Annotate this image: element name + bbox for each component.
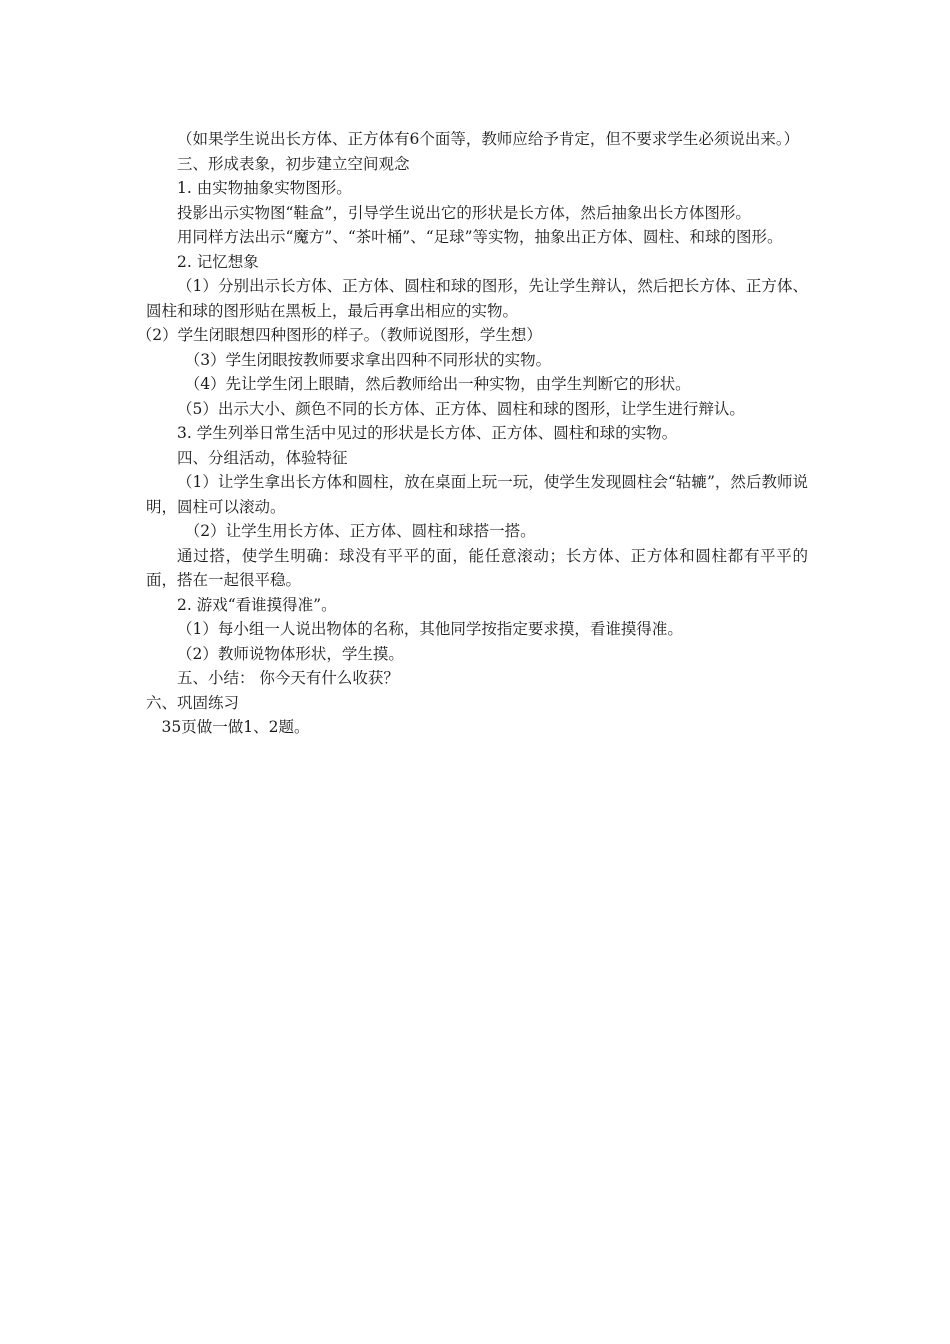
exercise-note: 35页做一做1、2题。 bbox=[161, 718, 310, 736]
subheading-1: 1. 由实物抽象实物图形。 bbox=[177, 179, 352, 197]
subheading-3: 3. 学生列举日常生活中见过的形状是长方体、正方体、圆柱和球的实物。 bbox=[177, 424, 678, 442]
subheading-game: 2. 游戏“看谁摸得准”。 bbox=[177, 595, 337, 614]
activity-item-1: （1）让学生拿出长方体和圆柱，放在桌面上玩一玩，使学生发现圆柱会“轱辘”，然后教师说明，圆柱可以滚动。 bbox=[146, 473, 808, 516]
list-item-3: （3）学生闭眼按教师要求拿出四种不同形状的实物。 bbox=[184, 350, 552, 369]
paragraph-stacking: 通过搭，使学生明确：球没有平平的面，能任意滚动；长方体、正方体和圆柱都有平平的面，搭在一起很平稳。 bbox=[146, 546, 808, 589]
heading-section-4: 四、分组活动，体验特征 bbox=[177, 448, 348, 467]
list-item-1: （1）分别出示长方体、正方体、圆柱和球的图形，先让学生辩认，然后把长方体、正方体、圆柱和球的图形贴在黑板上，最后再拿出相应的实物。 bbox=[146, 277, 808, 320]
game-item-2: （2）教师说物体形状，学生摸。 bbox=[177, 644, 404, 663]
subheading-2: 2. 记忆想象 bbox=[177, 252, 259, 271]
heading-section-3: 三、形成表象，初步建立空间观念 bbox=[177, 154, 410, 173]
paragraph-same-method: 用同样方法出示“魔方”、“茶叶桶”、“足球”等实物，抽象出正方体、圆柱、和球的图形。 bbox=[177, 228, 783, 246]
list-item-5: （5）出示大小、颜色不同的长方体、正方体、圆柱和球的图形，让学生进行辩认。 bbox=[177, 399, 745, 418]
list-item-4: （4）先让学生闭上眼睛，然后教师给出一种实物，由学生判断它的形状。 bbox=[184, 375, 691, 393]
paragraph-shoebox: 投影出示实物图“鞋盒”，引导学生说出它的形状是长方体，然后抽象出长方体图形。 bbox=[177, 203, 751, 222]
game-item-1: （1）每小组一人说出物体的名称，其他同学按指定要求摸，看谁摸得准。 bbox=[177, 620, 683, 638]
list-item-2: （2）学生闭眼想四种图形的样子。（教师说图形，学生想） bbox=[136, 326, 542, 344]
activity-item-2: （2）让学生用长方体、正方体、圆柱和球搭一搭。 bbox=[184, 522, 536, 540]
document-body bbox=[136, 127, 808, 740]
heading-section-6: 六、巩固练习 bbox=[146, 693, 240, 712]
paragraph-note: （如果学生说出长方体、正方体有6个面等，教师应给予肯定，但不要求学生必须说出来。） bbox=[177, 130, 800, 148]
heading-section-5: 五、小结： 你今天有什么收获？ bbox=[177, 669, 399, 687]
